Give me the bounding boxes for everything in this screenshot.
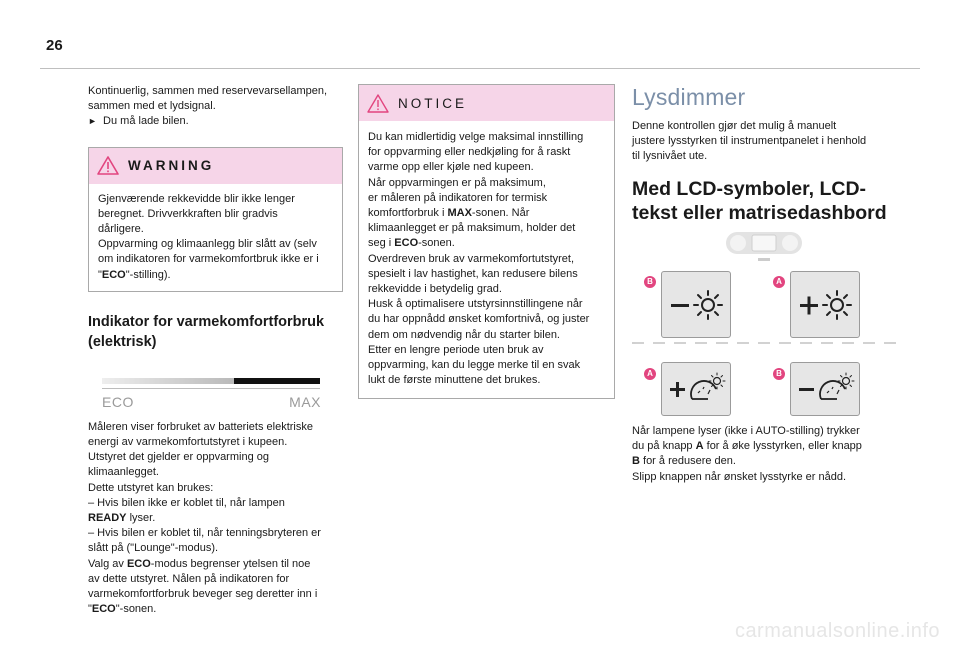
warning-body bbox=[89, 184, 342, 291]
heading-line: tekst eller matrisedashbord bbox=[632, 201, 887, 224]
minus-sun-icon bbox=[662, 272, 732, 339]
text-span: "-sonen. bbox=[115, 603, 157, 616]
text-line: – Hvis bilen er koblet til, når tenningsbryteren er bbox=[88, 527, 321, 540]
text-span: -modus begrenser ytelsen til noe bbox=[150, 557, 311, 570]
brightness-down-button-alt[interactable] bbox=[790, 362, 860, 416]
top-divider bbox=[40, 68, 920, 69]
dashed-separator bbox=[632, 341, 897, 345]
text-line bbox=[368, 236, 604, 251]
text-line: slått på ("Lounge"-modus). bbox=[88, 542, 219, 555]
text-line: du har oppnådd ønsket komfortnivå, og juster bbox=[368, 313, 590, 326]
text-line: lukt de første minuttene det brukes. bbox=[368, 374, 541, 387]
text-line: beregnet. Drivverkkraften blir gradvis bbox=[98, 207, 278, 220]
text-line: Utstyret det gjelder er oppvarming og bbox=[88, 451, 269, 464]
text-line bbox=[368, 206, 604, 221]
text-span: seg i bbox=[368, 237, 395, 250]
gauge-baseline bbox=[102, 388, 320, 389]
bold-term: ECO bbox=[91, 603, 116, 616]
section-title: Lysdimmer bbox=[632, 84, 746, 110]
text-line: oppvarming, kan du legge merke til en svak bbox=[368, 359, 581, 372]
warning-triangle-icon bbox=[97, 156, 119, 175]
button-b-badge: B bbox=[644, 276, 656, 288]
gauge-eco-zone bbox=[102, 378, 234, 384]
text-span: " bbox=[98, 268, 102, 281]
dimmer-illustration bbox=[632, 222, 897, 422]
text-line: Slipp knappen når ønsket lysstyrke er nådd. bbox=[632, 470, 847, 483]
text-line: rekkevidde i betydelig grad. bbox=[368, 283, 502, 296]
subsection-heading bbox=[632, 177, 894, 225]
text-span: for å redusere den. bbox=[639, 455, 736, 468]
brightness-up-button[interactable] bbox=[790, 271, 860, 338]
warning-title: WARNING bbox=[128, 158, 215, 174]
notice-title: NOTICE bbox=[398, 95, 468, 111]
gauge-label-eco: ECO bbox=[102, 393, 134, 410]
gauge-label-max: MAX bbox=[289, 393, 321, 410]
text-line: justere lysstyrken til instrumentpanelet i henhold bbox=[632, 135, 867, 148]
plus-sun-icon bbox=[791, 272, 861, 339]
bold-term: A bbox=[695, 440, 704, 453]
text-line bbox=[88, 557, 343, 572]
text-line: spesielt i lav hastighet, kan redusere bilens bbox=[368, 267, 578, 280]
notice-triangle-icon bbox=[367, 94, 389, 113]
text-line: Denne kontrollen gjør det mulig å manuelt bbox=[632, 120, 837, 132]
text-span: -sonen. bbox=[418, 237, 455, 250]
column-left bbox=[88, 84, 343, 617]
heading-line: Med LCD-symboler, LCD- bbox=[632, 177, 867, 200]
text-span: lyser. bbox=[126, 512, 156, 525]
button-b-badge-alt: B bbox=[773, 368, 785, 380]
bold-term: ECO bbox=[394, 237, 419, 250]
bold-term: ECO bbox=[101, 268, 126, 281]
text-span: komfortforbruk i bbox=[368, 207, 448, 220]
button-a-badge: A bbox=[773, 276, 785, 288]
bullet-line bbox=[88, 114, 343, 129]
text-line: Når oppvarmingen er på maksimum, bbox=[368, 176, 546, 189]
text-line: av dette utstyret. Nålen på indikatoren for bbox=[88, 572, 290, 585]
page-number: 26 bbox=[46, 37, 63, 54]
text-span: -sonen. Når bbox=[471, 207, 530, 220]
text-line bbox=[632, 439, 894, 454]
bold-term: B bbox=[632, 455, 640, 468]
section-heading bbox=[88, 312, 343, 352]
text-line: dem om nødvendig når du starter bilen. bbox=[368, 328, 560, 341]
text-span: Valg av bbox=[88, 557, 127, 570]
warning-header bbox=[89, 148, 342, 184]
text-line: varmekomfortforbruk beveger seg deretter inn i bbox=[88, 588, 318, 601]
text-line: Kontinuerlig, sammen med reservevarsellampen, bbox=[88, 85, 328, 97]
text-line: dårligere. bbox=[98, 223, 144, 236]
text-line: Når lampene lyser (ikke i AUTO-stilling) trykker bbox=[632, 425, 860, 437]
button-a-badge-alt: A bbox=[644, 368, 656, 380]
warning-box bbox=[88, 147, 343, 292]
text-line: varme opp eller kjøle ned kupeen. bbox=[368, 161, 534, 174]
text-line: Dette utstyret kan brukes: bbox=[88, 481, 214, 494]
bold-term: MAX bbox=[447, 207, 472, 220]
plus-dial-light-icon bbox=[662, 363, 732, 417]
text-line: Overdreven bruk av varmekomfortutstyret, bbox=[368, 252, 575, 265]
text-line: Måleren viser forbruket av batteriets elektriske bbox=[88, 420, 313, 433]
text-line bbox=[88, 602, 343, 617]
column-middle bbox=[358, 84, 615, 399]
text-line: klimaanlegget er på maksimum, holder det bbox=[368, 222, 576, 235]
text-line: Oppvarming og klimaanlegg blir slått av (selv bbox=[98, 238, 317, 251]
dimmer-intro bbox=[632, 119, 894, 165]
bold-term: ECO bbox=[126, 557, 151, 570]
text-span: " bbox=[88, 603, 92, 616]
text-span: du på knapp bbox=[632, 440, 696, 453]
text-line: er måleren på indikatoren for termisk bbox=[368, 191, 548, 204]
brightness-up-button-alt[interactable] bbox=[661, 362, 731, 416]
text-line: Husk å optimalisere utstyrsinnstillingene når bbox=[368, 298, 583, 311]
text-line: Du kan midlertidig velge maksimal innstilling bbox=[368, 131, 584, 143]
text-line: Du må lade bilen. bbox=[103, 115, 189, 128]
text-line: – Hvis bilen ikke er koblet til, når lampen bbox=[88, 496, 285, 509]
gauge-max-zone bbox=[234, 378, 320, 384]
arrow-bullet-icon: ► bbox=[88, 116, 97, 127]
gauge-description bbox=[88, 420, 343, 618]
notice-box bbox=[358, 84, 615, 399]
text-line: Gjenværende rekkevidde blir ikke lenger bbox=[98, 192, 295, 205]
heading-line: (elektrisk) bbox=[88, 333, 157, 350]
dimmer-instructions bbox=[632, 424, 894, 485]
footer-watermark: carmanualsonline.info bbox=[734, 620, 940, 642]
text-line: for oppvarming eller nedkjøling for å raskt bbox=[368, 146, 571, 159]
text-line bbox=[632, 454, 894, 469]
column-right bbox=[632, 84, 894, 225]
notice-body bbox=[359, 121, 614, 398]
dashboard-icon bbox=[724, 228, 804, 268]
notice-header bbox=[359, 85, 614, 121]
text-line: sammen med et lydsignal. bbox=[88, 100, 216, 113]
minus-dial-light-icon bbox=[791, 363, 861, 417]
text-line: Etter en lengre periode uten bruk av bbox=[368, 343, 544, 356]
bold-term: READY bbox=[88, 512, 127, 525]
intro-text bbox=[88, 84, 343, 130]
text-line bbox=[98, 268, 332, 283]
text-span: "-stilling). bbox=[125, 268, 171, 281]
text-line: klimaanlegget. bbox=[88, 466, 159, 479]
consumption-gauge bbox=[88, 364, 343, 416]
text-line bbox=[88, 511, 343, 526]
text-line: om indikatoren for varmekomfortbruk ikke er i bbox=[98, 253, 319, 266]
text-line: til lysnivået ute. bbox=[632, 150, 708, 163]
heading-line: Indikator for varmekomfortforbruk bbox=[88, 313, 325, 330]
text-span: for å øke lysstyrken, eller knapp bbox=[703, 440, 862, 453]
brightness-down-button[interactable] bbox=[661, 271, 731, 338]
text-line: energi av varmekomfortutstyret i kupeen. bbox=[88, 436, 288, 449]
